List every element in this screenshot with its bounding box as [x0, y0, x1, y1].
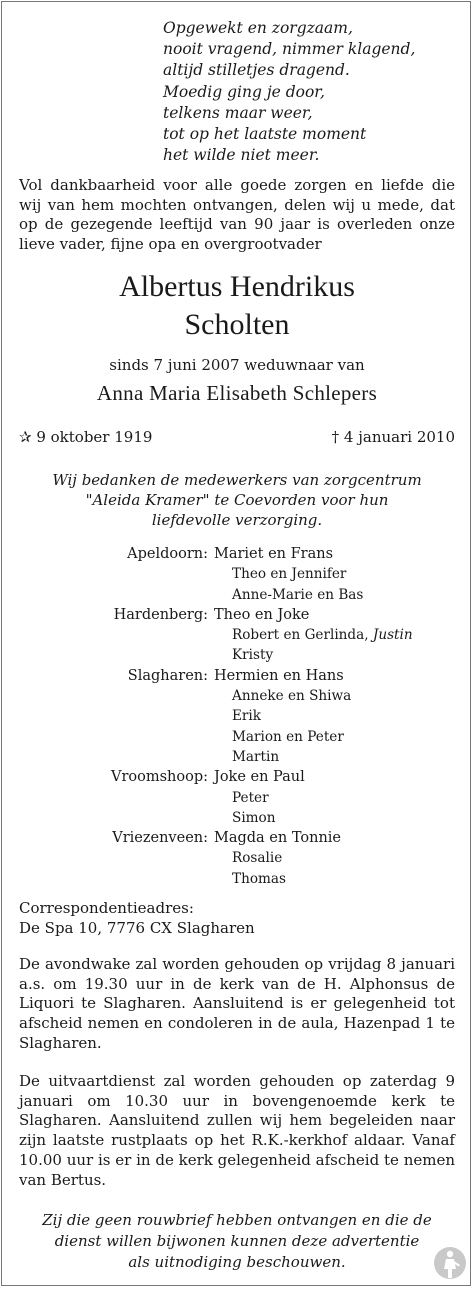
family-row	[0, 647, 474, 667]
great-grandchild: Justin	[372, 627, 413, 644]
grandchild: Theo en Jennifer	[232, 566, 347, 583]
family-row	[0, 850, 474, 870]
poem-line: het wilde niet meer.	[163, 146, 320, 165]
poem-line: Moedig ging je door,	[163, 82, 325, 101]
spouse-name: Anna Maria Elisabeth Schlepers	[96, 381, 378, 405]
family-place: Slagharen:	[127, 667, 208, 684]
closing-line: Zij die geen rouwbrief hebben ontvangen en die de	[42, 1211, 432, 1229]
grandchild: Martin	[232, 748, 280, 765]
family-place: Hardenberg:	[113, 606, 208, 623]
family-place: Vroomshoop:	[110, 769, 208, 786]
grandchild	[232, 627, 413, 643]
grandchild: Marion en Peter	[232, 728, 344, 745]
widower-line: sinds 7 juni 2007 weduwnaar van	[109, 356, 365, 374]
thanks-line: Wij bedanken de medewerkers van zorgcentrum	[52, 471, 422, 489]
closing-line: als uitnodiging beschouwen.	[128, 1253, 346, 1271]
closing-text	[0, 1210, 474, 1273]
grandchild: Thomas	[232, 870, 286, 887]
thanks-text	[0, 470, 474, 530]
poem-line: tot op het laatste moment	[163, 125, 367, 144]
family-row	[0, 587, 474, 607]
poem-line: Opgewekt en zorgzaam,	[163, 19, 353, 37]
family-member: Joke en Paul	[214, 769, 305, 786]
family-row	[0, 790, 474, 810]
correspondence-block	[19, 899, 455, 938]
grandchild: Kristy	[232, 647, 274, 664]
grandchild: Erik	[232, 708, 262, 725]
family-row	[0, 668, 474, 688]
memorial-figure-icon	[433, 1245, 467, 1281]
death-date: † 4 januari 2010	[331, 428, 455, 446]
grandchild: Anneke en Shiwa	[232, 688, 352, 705]
poem	[163, 18, 415, 166]
family-row	[0, 627, 474, 647]
family-member: Hermien en Hans	[214, 667, 344, 684]
poem-line: nooit vragend, nimmer klagend,	[163, 40, 416, 59]
poem-line: altijd stilletjes dragend.	[163, 61, 350, 80]
grandchild: Rosalie	[232, 850, 283, 867]
poem-line: telkens maar weer,	[163, 103, 313, 122]
intro-text: Vol dankbaarheid voor alle goede zorgen en liefde die wij van hem mochten ontvangen, delen wij u mede, dat op de gezegende leeftijd van 90 jaar is overleden onze lieve vader, fijne opa en overgrootvader	[19, 176, 455, 254]
correspondence-label: Correspondentieadres:	[19, 899, 194, 917]
family-row	[0, 607, 474, 627]
thanks-line: "Aleida Kramer" te Coevorden voor hun	[85, 491, 389, 509]
family-row	[0, 830, 474, 850]
family-list	[0, 546, 474, 891]
family-row	[0, 688, 474, 708]
family-place: Apeldoorn:	[127, 546, 208, 562]
family-row	[0, 810, 474, 830]
family-member: Magda en Tonnie	[214, 830, 342, 847]
grandchild: Peter	[232, 789, 269, 806]
grandchild: Simon	[232, 809, 276, 826]
family-member: Mariet en Frans	[214, 546, 334, 562]
correspondence-address: De Spa 10, 7776 CX Slagharen	[19, 918, 255, 937]
birth-date: ✰ 9 oktober 1919	[19, 428, 153, 446]
deceased-first-names: Albertus Hendrikus	[119, 270, 355, 303]
family-row	[0, 708, 474, 728]
grandchild: Anne-Marie en Bas	[232, 586, 364, 603]
deceased-surname: Scholten	[184, 308, 290, 341]
family-row	[0, 729, 474, 749]
thanks-line: liefdevolle verzorging.	[151, 511, 323, 529]
family-row	[0, 546, 474, 566]
family-row	[0, 566, 474, 586]
family-row	[0, 769, 474, 789]
wake-text: De avondwake zal worden gehouden op vrijdag 8 januari a.s. om 19.30 uur in de kerk van de H. Alphonsus de Liquori te Slagharen. Aansluitend is er gelegenheid tot afscheid nemen en condoleren in de aula, Hazenpad 1 te Slagharen.	[19, 955, 455, 1052]
funeral-text: De uitvaartdienst zal worden gehouden op zaterdag 9 januari om 10.30 uur in bovengenoemde kerk te Slagharen. Aansluitend zullen wij hem begeleiden naar zijn laatste rustplaats op het R.K.-kerkhof aldaar. Vanaf 10.00 uur is er in de kerk gelegenheid afscheid te nemen van Bertus.	[19, 1072, 455, 1189]
family-member: Theo en Joke	[214, 606, 310, 623]
grandchild-names: Robert en Gerlinda,	[232, 627, 373, 644]
family-place: Vriezenveen:	[112, 830, 208, 847]
family-row	[0, 749, 474, 769]
family-row	[0, 871, 474, 891]
closing-line: dienst willen bijwonen kunnen deze advertentie	[54, 1232, 420, 1250]
